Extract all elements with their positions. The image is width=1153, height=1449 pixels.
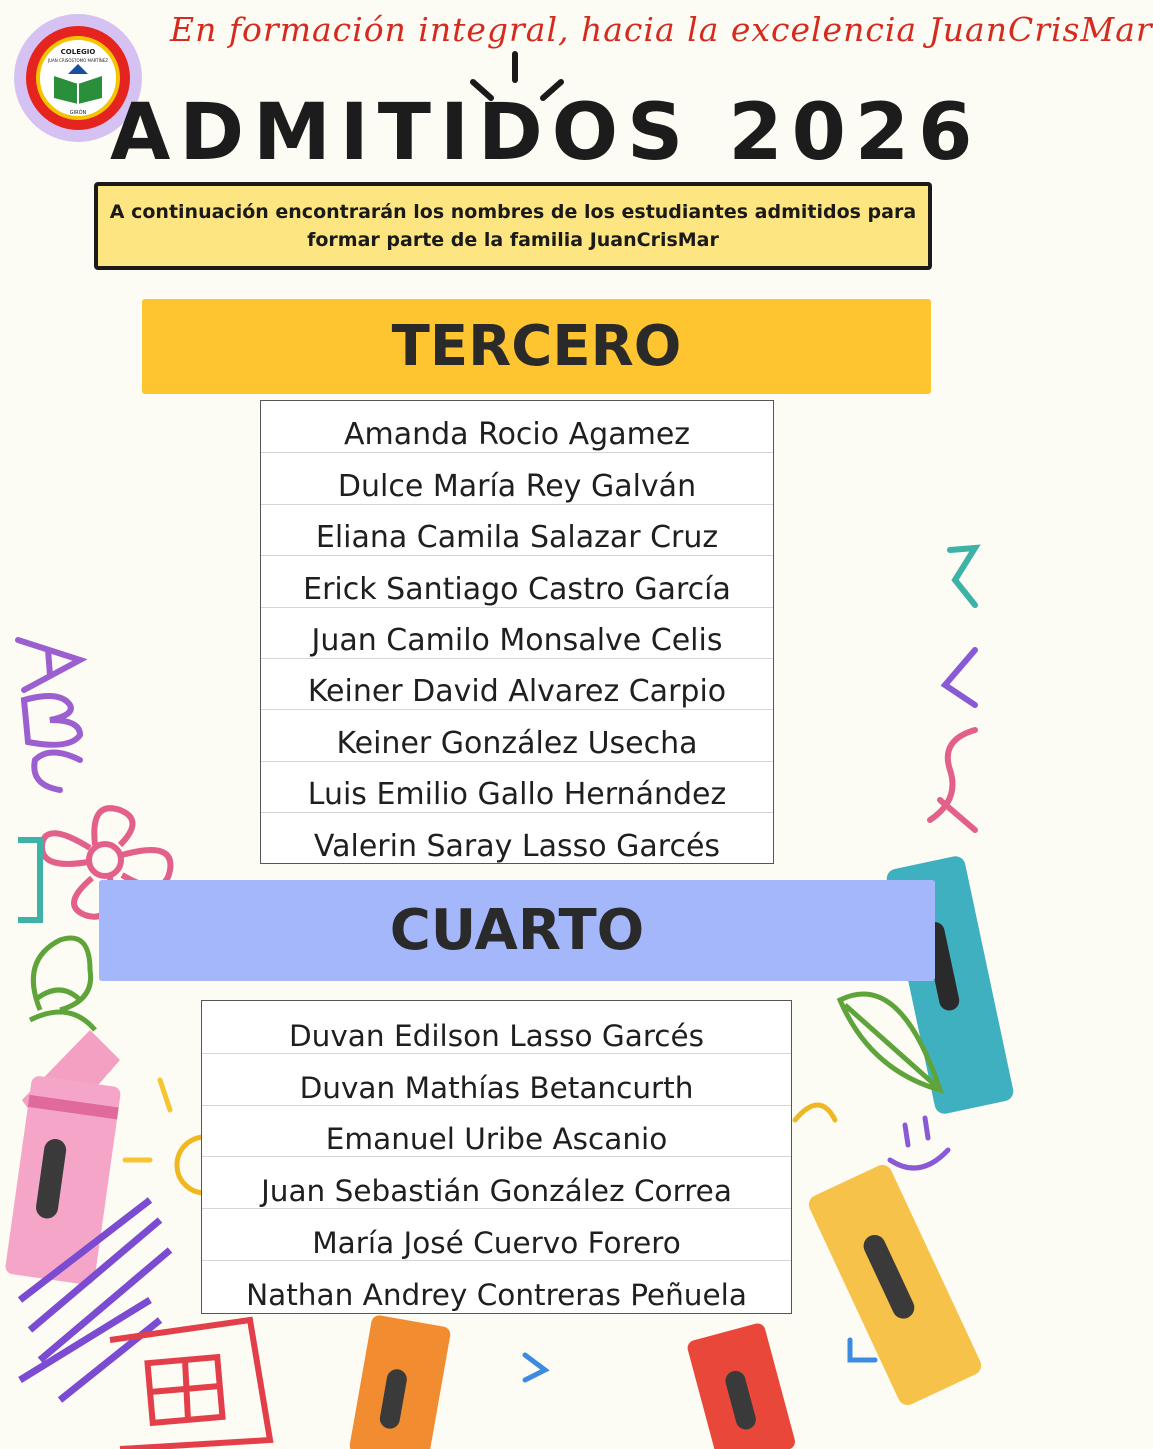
student-name: Nathan Andrey Contreras Peñuela [202,1260,791,1312]
student-name: Erick Santiago Castro García [261,555,773,606]
yellow-crayon-icon [806,1162,985,1408]
school-motto: En formación integral, hacia la excelencia JuanCrisMar [170,10,1153,49]
intro-box [94,182,932,270]
grade-title: TERCERO [391,314,682,379]
orange-crayon-icon [348,1314,451,1449]
student-name: Keiner González Usecha [261,709,773,760]
leaf-doodle [30,938,95,1030]
grade-banner-cuarto [99,880,935,981]
student-name: Juan Camilo Monsalve Celis [261,607,773,658]
student-name: Emanuel Uribe Ascanio [202,1105,791,1157]
bracket-doodle [18,840,40,920]
student-name: Dulce María Rey Galván [261,452,773,503]
grade-banner-tercero [142,299,931,394]
student-name: Valerin Saray Lasso Garcés [261,812,773,863]
student-name: Duvan Edilson Lasso Garcés [288,1018,705,1053]
intro-text: A continuación encontrarán los nombres de los estudiantes admitidos para formar parte de la familia JuanCrisMar [109,201,917,251]
student-name: Luis Emilio Gallo Hernández [261,761,773,812]
logo-text-top: COLEGIO [60,48,96,56]
smiley-doodle [890,1118,948,1168]
student-name: Amanda Rocio Agamez [343,417,691,453]
page-title: ADMITIDOS 2026 [110,88,982,178]
grade-title: CUARTO [389,898,645,963]
window-doodle [110,1320,270,1449]
student-list-tercero [260,400,774,864]
student-name: Juan Sebastián González Correa [202,1156,791,1208]
logo-text-bottom: GIRÓN [69,110,87,116]
student-name: Keiner David Alvarez Carpio [261,658,773,709]
student-name: Eliana Camila Salazar Cruz [261,504,773,555]
student-name: María José Cuervo Forero [202,1208,791,1260]
student-list-cuarto [201,1000,792,1314]
pink-crayon-icon [4,1030,121,1286]
student-name: Duvan Mathías Betancurth [202,1053,791,1105]
logo-text-middle: JUAN CRISÓSTOMO MARTÍNEZ [47,58,109,63]
abc-doodle [18,640,80,790]
zigzag-doodle [930,548,975,830]
red-crayon-icon [686,1322,797,1449]
